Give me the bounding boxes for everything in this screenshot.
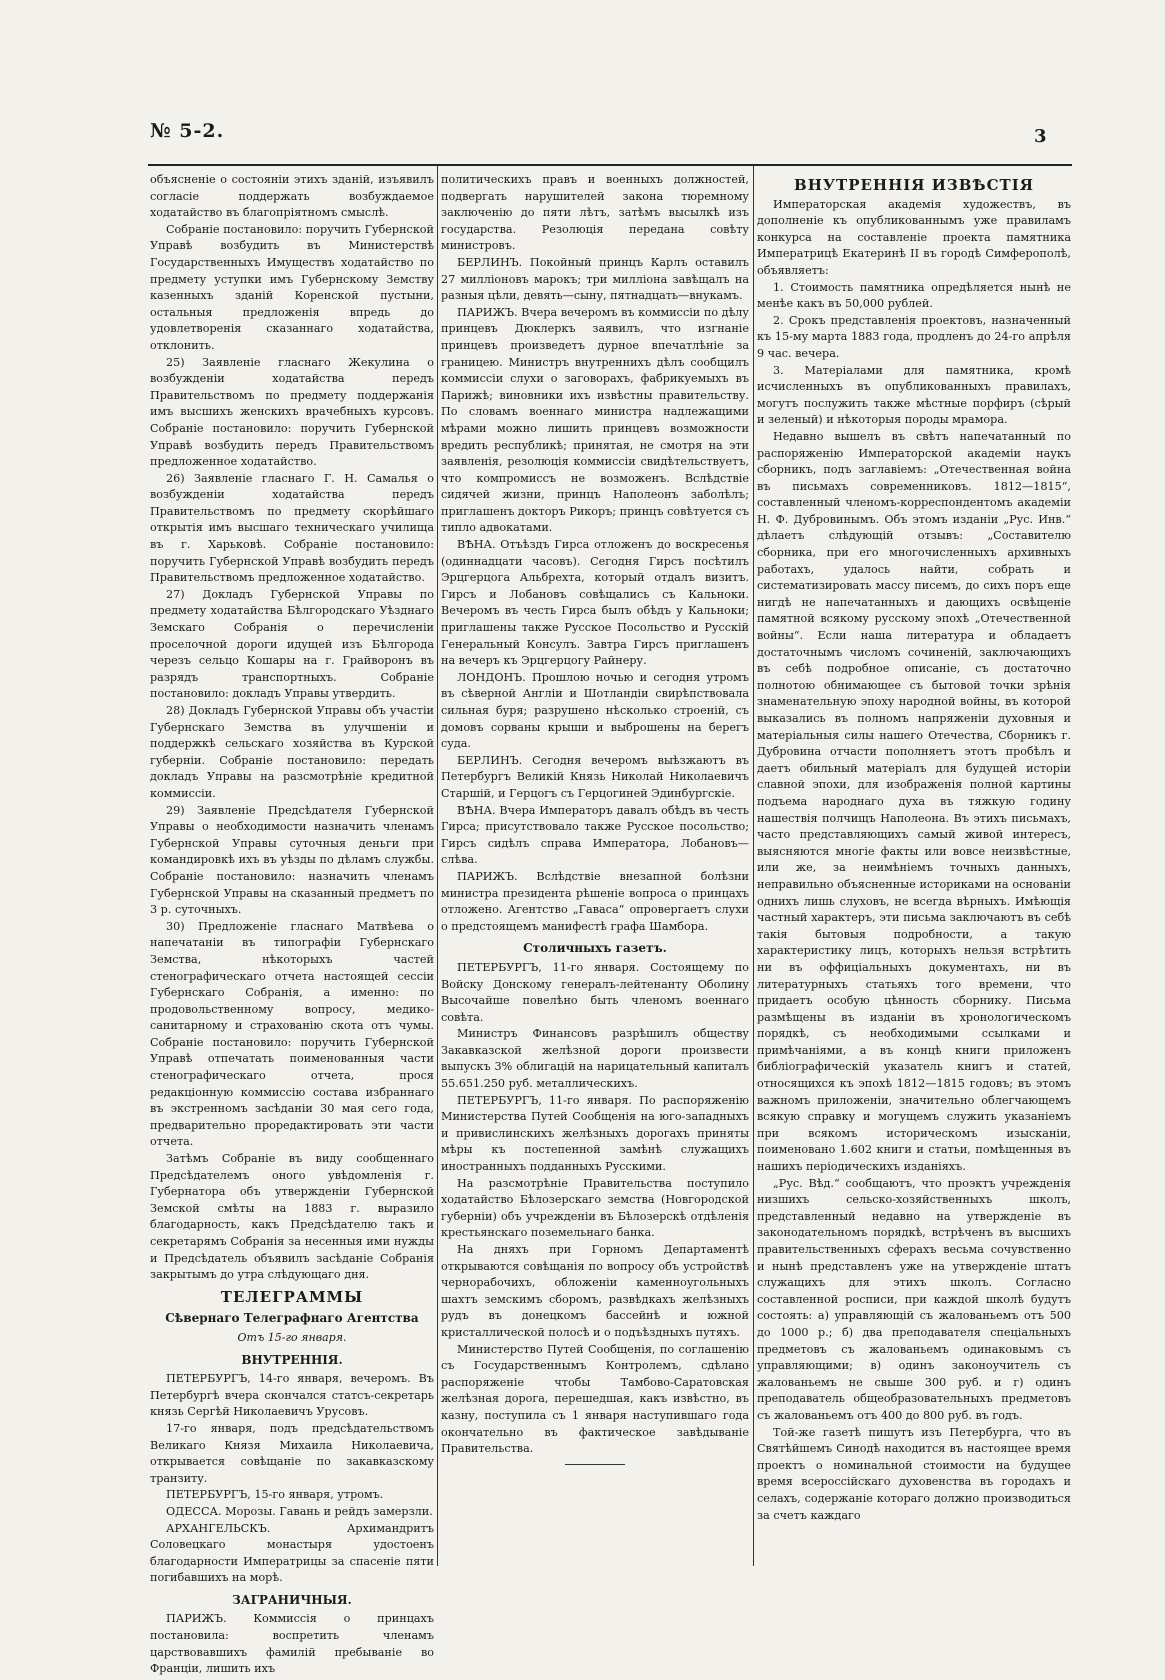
dateline: Отъ 15-го января.	[237, 1330, 347, 1344]
article-paragraph: ПЕТЕРБУРГЪ, 14-го января, вечеромъ. Въ Петербургѣ вчера скончался статсъ-секретарь князь Сергѣй Николаевичъ Урусовъ.	[150, 1372, 434, 1419]
article-paragraph: Той-же газетѣ пишутъ изъ Петербурга, что въ Святѣйшемъ Синодѣ находится въ настоящее время проектъ о номинальной стоимости на будущее время всероссійскаго духовенства въ городахъ и селахъ, содержаніе котораго должно производиться за счетъ каждаго	[757, 1425, 1071, 1522]
section-heading: ТЕЛЕГРАММЫ	[220, 1287, 364, 1306]
article-paragraph: ПЕТЕРБУРГЪ, 11-го января. По распоряженію Министерства Путей Сообщенія на юго-западныхъ и привислинскихъ желѣзныхъ дорогахъ приняты мѣры къ постепенной замѣнѣ служащихъ иностранныхъ подданныхъ Русскими.	[441, 1093, 749, 1174]
article-paragraph: ОДЕССА. Морозы. Гавань и рейдъ замерзли.	[166, 1504, 433, 1518]
article-paragraph: БЕРЛИНЪ. Сегодня вечеромъ выѣзжаютъ въ Петербургъ Великій Князь Николай Николаевичъ Старшій, и Герцогъ съ Герцогиней Эдинбургскіе.	[441, 753, 749, 800]
subsection-heading: Столичныхъ газетъ.	[523, 941, 667, 956]
article-paragraph: 28) Докладъ Губернской Управы объ участіи Губернскаго Земства въ улучшеніи и поддержкѣ сельскаго хозяйства въ Курской губерніи. Собраніе постановило: передать докладъ Управы на разсмотрѣніе кредитной коммиссіи.	[150, 704, 434, 800]
article-paragraph: политическихъ правъ и военныхъ должностей, подвергать нарушителей закона тюремному заключенію до пяти лѣтъ, затѣмъ высылкѣ изъ государства. Резолюція передана совѣту министровъ.	[441, 173, 749, 253]
article-paragraph: Собраніе постановило: поручить Губернской Управѣ возбудить въ Министерствѣ Государственныхъ Имуществъ ходатайство по предмету уступки имъ Губернскому Земству казенныхъ зданій Коренской пустыни, остальныя предложенія впредь до удовлетворенія сказаннаго ходатайства, отклонить.	[150, 222, 434, 352]
issue-number: № 5-2.	[150, 120, 225, 142]
article-paragraph: На разсмотрѣніе Правительства поступило ходатайство Бѣлозерскаго земства (Новгородской губерніи) объ учрежденіи въ Бѣлозерскѣ отдѣленія крестьянскаго поземельнаго банка.	[441, 1176, 749, 1240]
article-paragraph: ПАРИЖЪ. Коммиссія о принцахъ постановила: воспретить членамъ царствовавшихъ фамилій пребываніе во Франціи, лишить ихъ	[150, 1612, 434, 1676]
article-paragraph: ПЕТЕРБУРГЪ, 11-го января. Состоящему по Войску Донскому генералъ-лейтенанту Оболину Высочайше повелѣно быть членомъ военнаго совѣта.	[441, 960, 749, 1024]
article-paragraph: ВѢНА. Вчера Императоръ давалъ обѣдъ въ честь Гирса; присутствовало также Русское посольство; Гирсъ сидѣлъ справа Императора, Лобановъ—слѣва.	[441, 803, 749, 867]
article-paragraph: ПЕТЕРБУРГЪ, 15-го января, утромъ.	[166, 1488, 384, 1502]
subsection-heading: ЗАГРАНИЧНЫЯ.	[232, 1592, 352, 1607]
article-paragraph: 27) Докладъ Губернской Управы по предмету ходатайства Бѣлгородскаго Уѣзднаго Земскаго Собранія о перечисленіи проселочной дороги идущей изъ Бѣлгорода черезъ сельцо Кошары на г. Грайворонъ въ разрядъ транспортныхъ. Собраніе постановило: докладъ Управы утвердить.	[150, 587, 434, 701]
article-paragraph: ПАРИЖЪ. Вчера вечеромъ въ коммиссіи по дѣлу принцевъ Дюклеркъ заявилъ, что изгнаніе принцевъ произведетъ дурное впечатлѣніе за границею. Министръ внутреннихъ дѣлъ сообщилъ коммиссіи слухи о заговорахъ, фабрикуемыхъ въ Парижѣ; виновники ихъ извѣстны правительству. По словамъ военнаго министра надлежащими мѣрами можно лишить принцевъ возможности вредить республикѣ; принятая, не смотря на эти заявленія, резолюція коммиссіи свидѣтельствуетъ, что компромиссъ не возможенъ. Вслѣдствіе сидячей жизни, принцъ Наполеонъ заболѣлъ; приглашенъ докторъ Рикоръ; принцъ совѣтуется съ типло адвокатами.	[441, 305, 749, 535]
article-paragraph: 2. Срокъ представленія проектовъ, назначенный къ 15-му марта 1883 года, продленъ до 24-го апрѣля 9 час. вечера.	[757, 313, 1071, 360]
article-paragraph: На дняхъ при Горномъ Департаментѣ открываются совѣщанія по вопросу объ устройствѣ чернорабочихъ, обложеніи каменноугольныхъ шахтъ земскимъ сборомъ, развѣдкахъ желѣзныхъ рудъ въ донецкомъ бассейнѣ и южной кристаллической полосѣ и о подъѣздныхъ путяхъ.	[441, 1243, 749, 1339]
article-paragraph: 25) Заявленіе гласнаго Жекулина о возбужденіи ходатайства передъ Правительствомъ по предмету поддержанія имъ высшихъ женскихъ врачебныхъ курсовъ. Собраніе постановило: поручить Губернской Управѣ возбудить передъ Правительствомъ предложенное ходатайство.	[150, 355, 434, 469]
article-paragraph: ЛОНДОНЪ. Прошлою ночью и сегодня утромъ въ сѣверной Англіи и Шотландіи свирѣпствовала сильная буря; разрушено нѣсколько строеній, съ домовъ сорваны крыши и выброшены на берегъ суда.	[441, 670, 749, 751]
section-end-rule	[565, 1464, 625, 1465]
column-separator	[753, 166, 754, 1566]
article-paragraph: Министръ Финансовъ разрѣшилъ обществу Закавказской желѣзной дороги произвести выпускъ 3% облигацій на нарицательный капиталъ 55.651.250 руб. металлическихъ.	[441, 1027, 749, 1091]
article-paragraph: 3. Матеріалами для памятника, кромѣ исчисленныхъ въ опубликованныхъ правилахъ, могутъ послужить также мѣстные порфиръ (сѣрый и зеленый) и нѣкоторыя породы мрамора.	[757, 363, 1071, 427]
article-paragraph: 1. Стоимость памятника опредѣляется нынѣ не менѣе какъ въ 50,000 рублей.	[757, 280, 1071, 311]
article-paragraph: Затѣмъ Собраніе въ виду сообщеннаго Предсѣдателемъ оного увѣдомленія г. Губернатора объ утвержденіи Губернской Земской смѣты на 1883 г. выразило благодарность, какъ Предсѣдателю такъ и секретарямъ Собранія за несенныя ими нужды и Предсѣдатель объявилъ засѣданіе Собранія закрытымъ до утра слѣдующаго дня.	[150, 1152, 434, 1282]
column-left	[150, 172, 434, 1676]
article-paragraph: БЕРЛИНЪ. Покойный принцъ Карлъ оставилъ 27 милліоновъ марокъ; три милліона завѣщалъ на разныя цѣли, девять—сыну, пятнадцать—внукамъ.	[441, 255, 749, 303]
column-right	[757, 172, 1071, 1562]
section-heading: ВНУТРЕННІЯ ИЗВѢСТІЯ	[794, 176, 1034, 194]
article-paragraph: объясненіе о состояніи этихъ зданій, изъявилъ согласіе поддержать возбуждаемое ходатайство въ благопріятномъ смыслѣ.	[150, 173, 434, 220]
column-middle	[441, 172, 749, 1562]
header-rule	[148, 164, 1072, 166]
article-paragraph: Недавно вышелъ въ свѣтъ напечатанный по распоряженію Императорской академіи наукъ сборникъ, подъ заглавіемъ: „Отечественная война въ письмахъ современниковъ. 1812—1815“, составленный членомъ-корреспондентомъ академіи Н. Ф. Дубровинымъ. Объ этомъ изданіи „Рус. Инв.“ дѣлаетъ слѣдующій отзывъ: „Составителю сборника, при его многочисленныхъ архивныхъ работахъ, удалось найти, собрать и систематизировать массу писемъ, до сихъ поръ еще нигдѣ не напечатанныхъ и дающихъ освѣщеніе памятной всякому русскому эпохѣ „Отечественной войны“. Если наша литература и обладаетъ достаточнымъ числомъ сочиненій, заключающихъ въ себѣ подробное описаніе, съ достаточно полнотою обнимающее съ бытовой точки зрѣнія знаменательную эпоху народной войны, въ которой выказались въ полномъ напряженіи духовныя и матеріальныя силы нашего Отечества, Сборникъ г. Дубровина отчасти пополняетъ этотъ пробѣлъ и даетъ обильный матеріалъ для будущей исторіи славной эпохи, для изображенія полной картины подъема народнаго духа въ тяжкую годину нашествія полчищъ Наполеона. Въ этихъ письмахъ, часто представляющихъ самый живой интересъ, выясняются многіе факты или вовсе неизвѣстные, или же, за неимѣніемъ точныхъ данныхъ, неправильно объясненные историками на основаніи однихъ лишь слуховъ, не всегда вѣрныхъ. Имѣющія частный характеръ, эти письма заключаютъ въ себѣ такія бытовыя подробности, а такую характеристику лицъ, которыхъ нельзя встрѣтить ни въ оффиціальныхъ документахъ, ни въ литературныхъ статьяхъ того времени, что придаетъ особую цѣнность сборнику. Письма размѣщены въ изданіи въ хронологическомъ порядкѣ, съ необходимыми ссылками и примѣчаніями, а въ концѣ книги приложенъ библіографическій указатель книгъ и статей, относящихся къ эпохѣ 1812—1815 годовъ; въ этомъ важномъ приложеніи, значительно облегчающемъ всякую справку и могущемъ служить указаніемъ при всякомъ историческомъ изысканіи, поименовано 1.602 книги и статьи, помѣщенныя въ нашихъ періодическихъ изданіяхъ.	[757, 429, 1071, 1174]
article-paragraph: 29) Заявленіе Предсѣдателя Губернской Управы о необходимости назначить членамъ Губернской Управы суточныя деньги при командировкѣ ихъ въ уѣзды по дѣламъ службы. Собраніе постановило: назначить членамъ Губернской Управы на сказанный предметъ по 3 р. суточныхъ.	[150, 803, 434, 917]
subsection-heading: ВНУТРЕННІЯ.	[241, 1352, 343, 1367]
article-paragraph: 17-го января, подъ предсѣдательствомъ Великаго Князя Михаила Николаевича, открывается совѣщаніе по закавказскому транзиту.	[150, 1421, 434, 1485]
article-paragraph: Министерство Путей Сообщенія, по соглашенію съ Государственнымъ Контролемъ, сдѣлано распоряженіе чтобы Тамбово-Саратовская желѣзная дорога, перешедшая, какъ извѣстно, въ казну, поступила съ 1 января наступившаго года окончательно въ фактическое завѣдываніе Правительства.	[441, 1342, 749, 1456]
page-number: 3	[1034, 126, 1047, 147]
article-paragraph: 30) Предложеніе гласнаго Матвѣева о напечатаніи въ типографіи Губернскаго Земства, нѣкоторыхъ частей стенографическаго отчета настоящей сессіи Губернскаго Собранія, а именно: по продовольственному вопросу, медико-санитарному и страхованію скота отъ чумы. Собраніе постановило: поручить Губернской Управѣ отпечатать поименованныя части стенографическаго отчета, прося редакціонную коммиссію состава избраннаго въ экстренномъ засѣданіи 30 мая сего года, предварительно проредактировать эти части отчета.	[150, 919, 434, 1149]
article-paragraph: ПАРИЖЪ. Вслѣдствіе внезапной болѣзни министра президента рѣшеніе вопроса о принцахъ отложено. Агентство „Гаваса“ опровергаетъ слухи о предстоящемъ манифестѣ графа Шамбора.	[441, 869, 749, 933]
article-paragraph: Императорская академія художествъ, въ дополненіе къ опубликованнымъ уже правиламъ конкурса на составленіе проекта памятника Императрицѣ Екатеринѣ II въ городѣ Симферополѣ, объявляетъ:	[757, 197, 1071, 277]
column-separator	[437, 166, 438, 1566]
article-paragraph: ВѢНА. Отъѣздъ Гирса отложенъ до воскресенья (одиннадцати часовъ). Сегодня Гирсъ посѣтилъ Эрцгерцога Альбрехта, который отдалъ визитъ. Гирсъ и Лобановъ совѣщались съ Кальноки. Вечеромъ въ честь Гирса былъ обѣдъ у Кальноки; приглашены также Русское Посольство и Русскій Генеральный Консулъ. Завтра Гирсъ приглашенъ на вечеръ къ Эрцгерцогу Райнеру.	[441, 538, 749, 668]
article-paragraph: АРХАНГЕЛЬСКЪ. Архимандритъ Соловецкаго монастыря удостоенъ благодарности Императрицы за спасеніе пяти погибавшихъ на морѣ.	[150, 1521, 434, 1585]
article-paragraph: 26) Заявленіе гласнаго Г. Н. Самалья о возбужденіи ходатайства передъ Правительствомъ по предмету скорѣйшаго открытія имъ высшаго техническаго училища въ г. Харьковѣ. Собраніе постановило: поручить Губернской Управѣ возбудить передъ Правительствомъ предложенное ходатайство.	[150, 471, 434, 585]
article-paragraph: „Рус. Вѣд.“ сообщаютъ, что проэктъ учрежденія низшихъ сельско-хозяйственныхъ школъ, представленный недавно на утвержденіе въ законодательномъ порядкѣ, встрѣченъ въ высшихъ правительственныхъ сферахъ весьма сочувственно и нынѣ представленъ уже на утвержденіе штатъ служащихъ для этихъ школъ. Согласно составленной росписи, при каждой школѣ будутъ состоять: а) управляющій съ жалованьемъ отъ 500 до 1000 р.; б) два преподавателя спеціальныхъ предметовъ съ жалованьемъ одинаковымъ съ управляющими; в) одинъ законоучитель съ жалованьемъ не свыше 300 руб. и г) одинъ преподаватель общеобразовательныхъ предметовъ съ жалованьемъ отъ 400 до 800 руб. въ годъ.	[757, 1176, 1071, 1422]
subsection-heading: Сѣвернаго Телеграфнаго Агентства	[165, 1311, 419, 1326]
